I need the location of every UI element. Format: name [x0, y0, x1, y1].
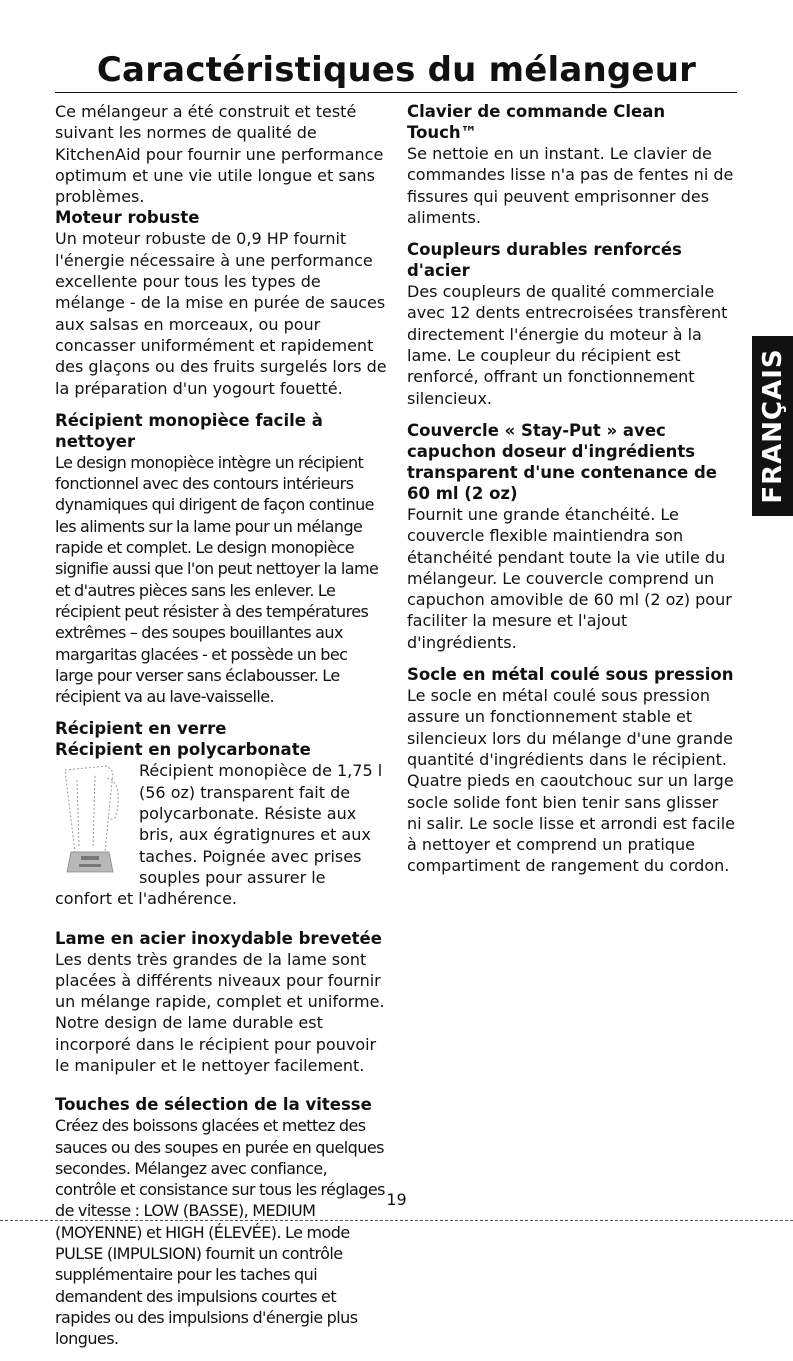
section-couvercle: [407, 420, 737, 653]
section-heading: Couvercle « Stay-Put » avec capuchon doseur d'ingrédients transparent d'une contenance de 60 ml (2 oz): [407, 420, 717, 503]
section-lame: [55, 928, 387, 1077]
section-body: Un moteur robuste de 0,9 HP fournit l'énergie nécessaire à une performance excellente pour tous les types de mélange - de la mise en purée de sauces aux salsas en morceaux, ou pour concasser uniformément et rapidement des glaçons ou des fruits surgelés lors de la préparation d'un yogourt fouetté.: [55, 229, 387, 398]
section-moteur: [55, 207, 387, 398]
section-heading: Moteur robuste: [55, 208, 200, 228]
blender-jar-illustration: [55, 760, 133, 880]
section-clavier: [407, 101, 737, 228]
section-body: Les dents très grandes de la lame sont placées à différents niveaux pour fournir un mélange rapide, complet et uniforme. Notre design de lame durable est incorporé dans le récipient pour pouvoir le manipuler et le nettoyer facilement.: [55, 949, 385, 1075]
section-recipient: [55, 410, 387, 708]
page-title: Caractéristiques du mélangeur: [96, 50, 697, 90]
section-body: Fournit une grande étanchéité. Le couvercle flexible maintiendra son étanchéité pendant toute la vie utile du mélangeur. Le couvercle comprend un capuchon amovible de 60 ml (2 oz) pour faciliter la mesure et l'ajout d'ingrédients.: [407, 504, 732, 652]
section-coupleurs: [407, 239, 737, 409]
section-heading: Touches de sélection de la vitesse: [55, 1095, 372, 1115]
section-verre: [55, 718, 387, 909]
right-column: [407, 101, 737, 888]
section-heading: Coupleurs durables renforcés d'acier: [407, 240, 682, 281]
section-body: Créez des boissons glacées et mettez des sauces ou des soupes en purée en quelques secondes. Mélangez avec confiance, contrôle et consistance sur tous les réglages de vitesse : LOW (BASSE), MEDIUM (MOYENNE) et HIGH (ÉLEVÉE). Le mode PULSE (IMPULSION) fournit un contrôle supplémentaire pour les taches qui demandent des impulsions courtes et rapides ou des impulsions d'énergie plus longues.: [55, 1116, 385, 1349]
section-body: Se nettoie en un instant. Le clavier de commandes lisse n'a pas de fentes ni de fissures qui peuvent emprisonner des aliments.: [407, 144, 734, 227]
section-heading: Socle en métal coulé sous pression: [407, 665, 734, 685]
intro-paragraph: Ce mélangeur a été construit et testé suivant les normes de qualité de KitchenAid pour fournir une performance optimum et une vie utile longue et sans problèmes.: [55, 102, 384, 207]
section-heading: Récipient en verre: [55, 719, 227, 739]
language-tab-label: FRANÇAIS: [757, 348, 788, 504]
section-heading: Lame en acier inoxydable brevetée: [55, 928, 382, 948]
section-touches: [55, 1094, 387, 1349]
section-heading: Clavier de commande Clean Touch™: [407, 102, 666, 142]
section-body: Le design monopièce intègre un récipient fonctionnel avec des contours intérieurs dynamiques qui dirigent de façon continue les aliments sur la lame pour un mélange rapide et complet. Le design monopièce signifie aussi que l'on peut nettoyer la lame et d'autres pièces sans les enlever. Le récipient peut résister à des températures extrêmes – des soupes bouillantes aux margaritas glacées - et possède un bec large pour verser sans éclabousser. Le récipient va au lave-vaisselle.: [55, 452, 379, 707]
section-body: Récipient monopièce de 1,75 l (56 oz) transparent fait de polycarbonate. Résiste aux bris, aux égratignures et aux taches. Poignée avec prises souples pour assurer le confort et l'adhérence.: [55, 761, 383, 909]
left-column: [55, 101, 387, 1361]
section-body: Le socle en métal coulé sous pression assure un fonctionnement stable et silencieux lors du mélange d'une grande quantité d'ingrédients dans le récipient. Quatre pieds en caoutchouc sur un large socle solide font bien tenir sans glisser ni salir. Le socle lisse et arrondi est facile à nettoyer et comprend un pratique compartiment de rangement du cordon.: [407, 686, 735, 876]
section-subheading: Récipient en polycarbonate: [55, 740, 311, 760]
section-body: Des coupleurs de qualité commerciale avec 12 dents entrecroisées transfèrent directement l'énergie du moteur à la lame. Le coupleur du récipient est renforcé, offrant un fonctionnement silencieux.: [407, 282, 728, 408]
language-tab: [752, 336, 793, 516]
title-rule: [55, 92, 737, 93]
page-number: 19: [386, 1190, 407, 1209]
section-socle: [407, 664, 737, 877]
section-heading: Récipient monopièce facile à nettoyer: [55, 410, 323, 451]
page-bottom-edge: [0, 1220, 793, 1221]
